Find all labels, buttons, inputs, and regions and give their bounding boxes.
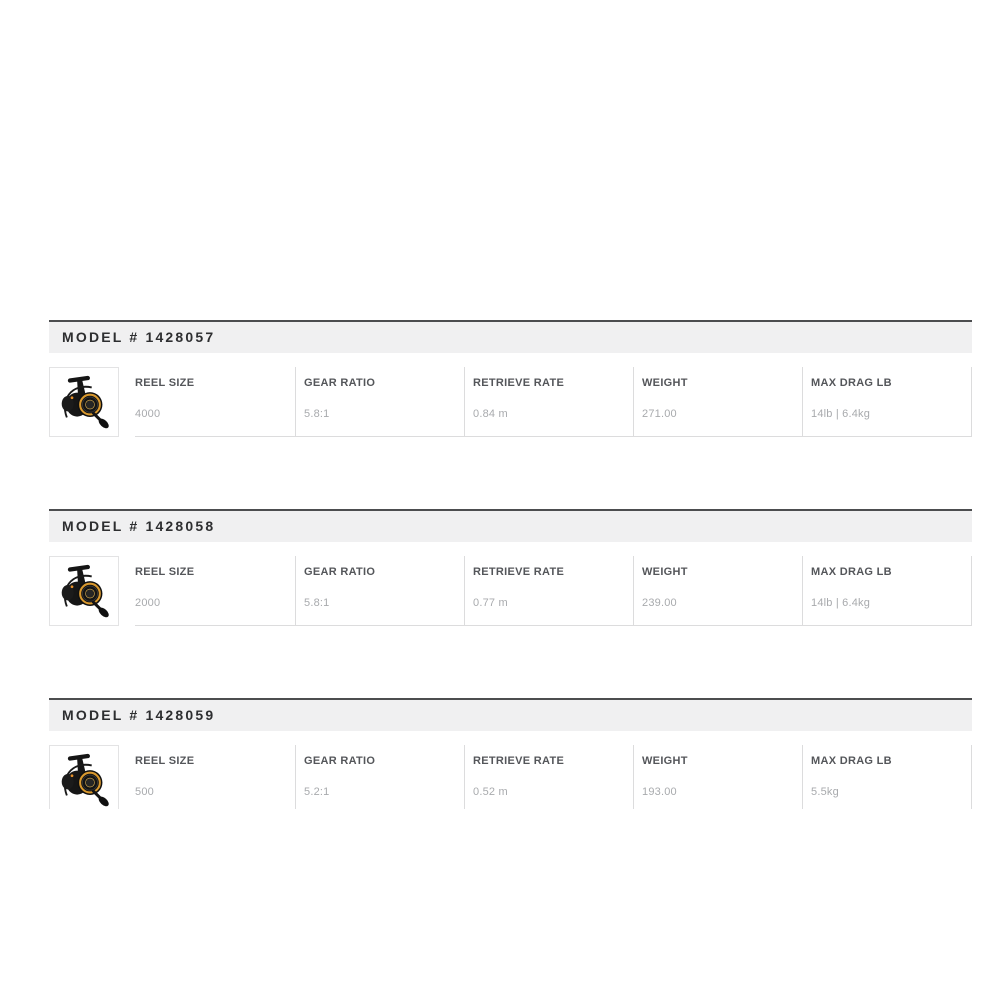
spec-cell-retrieve-rate bbox=[464, 556, 633, 625]
spec-label: REEL SIZE bbox=[135, 755, 195, 767]
spec-columns bbox=[135, 556, 972, 626]
spec-columns bbox=[135, 745, 972, 809]
spec-value: 5.2:1 bbox=[304, 786, 330, 798]
spec-cell-weight bbox=[633, 556, 802, 625]
spec-label: RETRIEVE RATE bbox=[473, 755, 565, 767]
spec-value: 5.8:1 bbox=[304, 597, 330, 609]
spec-value: 14lb | 6.4kg bbox=[811, 597, 871, 609]
spec-cell-retrieve-rate bbox=[464, 367, 633, 436]
spec-label: GEAR RATIO bbox=[304, 755, 376, 767]
spec-value: 5.5kg bbox=[811, 786, 839, 798]
spec-columns bbox=[135, 367, 972, 437]
spec-row bbox=[49, 556, 972, 626]
model-section-1428059 bbox=[49, 698, 972, 809]
spec-label: WEIGHT bbox=[642, 377, 688, 389]
model-number-heading: MODEL # 1428058 bbox=[49, 509, 972, 542]
spec-value: 239.00 bbox=[642, 597, 677, 609]
spec-label: GEAR RATIO bbox=[304, 566, 376, 578]
model-section-1428058 bbox=[49, 509, 972, 626]
spec-cell-retrieve-rate bbox=[464, 745, 633, 809]
spec-cell-gear-ratio bbox=[295, 367, 464, 436]
spec-label: WEIGHT bbox=[642, 755, 688, 767]
spec-value: 500 bbox=[135, 786, 154, 798]
spinning-reel-icon bbox=[54, 750, 114, 809]
spec-label: MAX DRAG LB bbox=[811, 566, 892, 578]
spec-cell-reel-size bbox=[135, 745, 295, 809]
spec-cell-weight bbox=[633, 745, 802, 809]
spec-label: REEL SIZE bbox=[135, 377, 195, 389]
spec-cell-weight bbox=[633, 367, 802, 436]
spec-cell-gear-ratio bbox=[295, 556, 464, 625]
product-thumbnail bbox=[49, 745, 119, 809]
spec-value: 0.84 m bbox=[473, 408, 508, 420]
model-number-heading: MODEL # 1428057 bbox=[49, 320, 972, 353]
spec-value: 0.77 m bbox=[473, 597, 508, 609]
spec-cell-max-drag bbox=[802, 367, 971, 436]
spec-value: 5.8:1 bbox=[304, 408, 330, 420]
spec-value: 4000 bbox=[135, 408, 161, 420]
spec-value: 14lb | 6.4kg bbox=[811, 408, 871, 420]
model-number-heading: MODEL # 1428059 bbox=[49, 698, 972, 731]
spec-value: 2000 bbox=[135, 597, 161, 609]
spinning-reel-icon bbox=[54, 372, 114, 432]
spec-cell-reel-size bbox=[135, 367, 295, 436]
spec-value: 193.00 bbox=[642, 786, 677, 798]
spec-label: RETRIEVE RATE bbox=[473, 566, 565, 578]
spec-row bbox=[49, 745, 972, 809]
spinning-reel-icon bbox=[54, 561, 114, 621]
spec-label: GEAR RATIO bbox=[304, 377, 376, 389]
product-thumbnail bbox=[49, 367, 119, 437]
spec-label: WEIGHT bbox=[642, 566, 688, 578]
spec-cell-reel-size bbox=[135, 556, 295, 625]
model-section-1428057 bbox=[49, 320, 972, 437]
spec-value: 0.52 m bbox=[473, 786, 508, 798]
spec-row bbox=[49, 367, 972, 437]
spec-cell-max-drag bbox=[802, 556, 971, 625]
spec-value: 271.00 bbox=[642, 408, 677, 420]
spec-cell-gear-ratio bbox=[295, 745, 464, 809]
product-thumbnail bbox=[49, 556, 119, 626]
model-spec-list bbox=[49, 320, 972, 809]
spec-label: RETRIEVE RATE bbox=[473, 377, 565, 389]
spec-label: MAX DRAG LB bbox=[811, 755, 892, 767]
spec-label: REEL SIZE bbox=[135, 566, 195, 578]
spec-cell-max-drag bbox=[802, 745, 971, 809]
spec-label: MAX DRAG LB bbox=[811, 377, 892, 389]
